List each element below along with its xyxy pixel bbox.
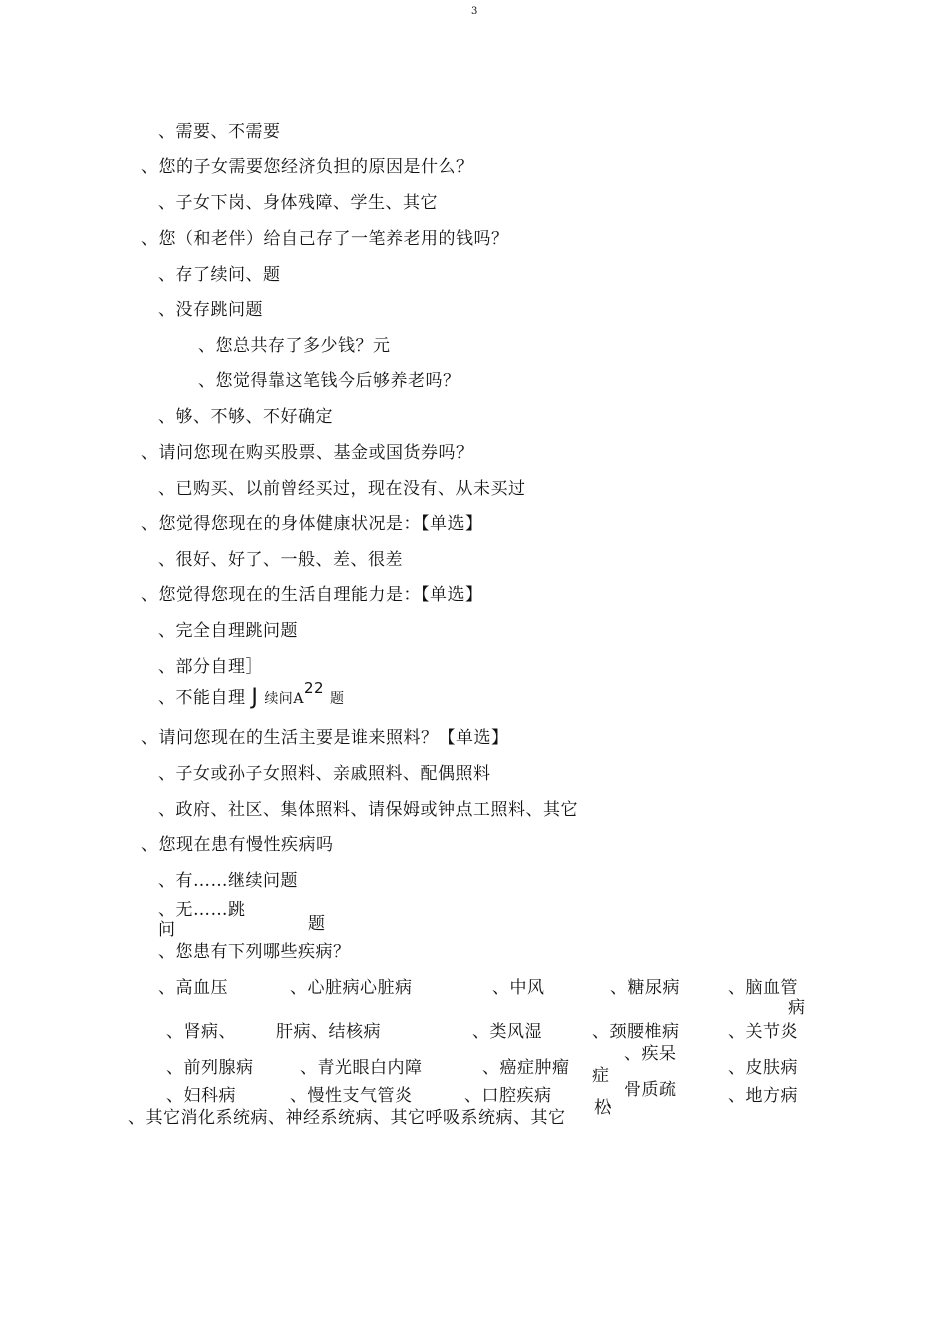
disease-cancer: 、癌症肿瘤 bbox=[482, 1058, 570, 1078]
question-suffix: 题 bbox=[329, 691, 345, 707]
question-disease-list: 、您患有下列哪些疾病？ bbox=[158, 942, 351, 962]
disease-liver-tb: 肝病、结核病 bbox=[276, 1022, 381, 1042]
bracket-glyph: J bbox=[251, 685, 259, 710]
disease-oral: 、口腔疾病 bbox=[464, 1086, 552, 1106]
answer-not-saved: 、没存跳问题 bbox=[158, 300, 263, 320]
disease-rheumatoid: 、类风湿 bbox=[472, 1022, 542, 1042]
answer-partial-self-care: 、部分自理］ bbox=[158, 657, 263, 677]
continue-text: 续问 bbox=[264, 691, 294, 707]
answer-full-self-care: 、完全自理跳问题 bbox=[158, 621, 298, 641]
question-main-caregiver: 、请问您现在的生活主要是谁来照料？【单选】 bbox=[141, 728, 509, 748]
answer-no-disease-cut: 问 bbox=[158, 920, 176, 940]
disease-prostate: 、前列腺病 bbox=[166, 1058, 254, 1078]
disease-spine: 、颈腰椎病 bbox=[592, 1022, 680, 1042]
question-chronic-disease: 、您现在患有慢性疾病吗 bbox=[141, 835, 334, 855]
answer-need: 、需要、不需要 bbox=[158, 122, 281, 142]
disease-arthritis: 、关节炎 bbox=[728, 1022, 798, 1042]
answer-no-self-care-text: 、不能自理 bbox=[158, 688, 246, 708]
disease-hypertension: 、高血压 bbox=[158, 978, 228, 998]
page-number: 3 bbox=[471, 6, 478, 17]
answer-has-disease: 、有……继续问题 bbox=[158, 871, 298, 891]
answer-no-disease-suffix: 题 bbox=[308, 914, 326, 934]
question-ref-letter: A bbox=[293, 691, 304, 707]
disease-gynecological: 、妇科病 bbox=[166, 1086, 236, 1106]
disease-cerebrovascular-cut: 病 bbox=[788, 998, 806, 1018]
question-health-status: 、您觉得您现在的身体健康状况是：【单选】 bbox=[141, 514, 483, 534]
answer-caregiver-family: 、子女或孙子女照料、亲戚照料、配偶照料 bbox=[158, 764, 491, 784]
question-savings-sufficient: 、您觉得靠这笔钱今后够养老吗？ bbox=[198, 371, 461, 391]
disease-heart: 、心脏病心脏病 bbox=[290, 978, 413, 998]
disease-dementia: 、疾呆 bbox=[624, 1044, 677, 1064]
disease-diabetes: 、糖尿病 bbox=[610, 978, 680, 998]
disease-eye: 、青光眼白内障 bbox=[300, 1058, 423, 1078]
question-retirement-savings: 、您（和老伴）给自己存了一笔养老用的钱吗？ bbox=[141, 229, 509, 249]
disease-cerebrovascular: 、脑血管 bbox=[728, 978, 798, 998]
question-self-care-ability: 、您觉得您现在的生活自理能力是：【单选】 bbox=[141, 585, 483, 605]
disease-osteoporosis-cut: 松 bbox=[594, 1098, 612, 1118]
question-stocks-funds: 、请问您现在购买股票、基金或国货券吗？ bbox=[141, 443, 474, 463]
answer-sufficiency: 、够、不够、不好确定 bbox=[158, 407, 333, 427]
answer-saved: 、存了续问、题 bbox=[158, 265, 281, 285]
answer-caregiver-other: 、政府、社区、集体照料、请保姆或钟点工照料、其它 bbox=[158, 800, 578, 820]
disease-endemic: 、地方病 bbox=[728, 1086, 798, 1106]
answer-no-self-care bbox=[158, 679, 345, 710]
disease-kidney: 、肾病、 bbox=[166, 1022, 236, 1042]
disease-stroke: 、中风 bbox=[492, 978, 545, 998]
answer-stocks-funds: 、已购买、以前曾经买过，现在没有、从未买过 bbox=[158, 479, 526, 499]
disease-bronchitis: 、慢性支气管炎 bbox=[290, 1086, 413, 1106]
question-children-burden-reason: 、您的子女需要您经济负担的原因是什么？ bbox=[141, 157, 474, 177]
disease-osteoporosis: 骨质疏 bbox=[624, 1080, 677, 1100]
disease-other-systems: 、其它消化系统病、神经系统病、其它呼吸系统病、其它 bbox=[128, 1108, 566, 1128]
disease-skin: 、皮肤病 bbox=[728, 1058, 798, 1078]
question-savings-amount: 、您总共存了多少钱？元 bbox=[198, 336, 391, 356]
disease-osteoporosis-prefix: 、 bbox=[606, 1092, 624, 1112]
answer-burden-reasons: 、子女下岗、身体残障、学生、其它 bbox=[158, 193, 438, 213]
question-ref-number: 22 bbox=[303, 679, 325, 697]
answer-health-status: 、很好、好了、一般、差、很差 bbox=[158, 550, 403, 570]
answer-no-disease: 、无……跳 bbox=[158, 900, 246, 920]
disease-dementia-cut: 症 bbox=[592, 1066, 610, 1086]
